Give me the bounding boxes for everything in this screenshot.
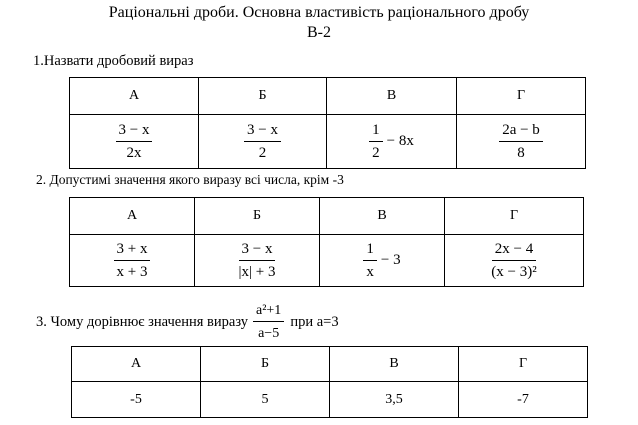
- denominator: 8: [517, 144, 525, 161]
- task-1-header-v: В: [327, 78, 457, 115]
- task-2-option-b: [195, 235, 320, 287]
- numerator: 3 − x: [239, 242, 276, 261]
- numerator: 1: [369, 123, 383, 142]
- task-3-question-suffix: при a=3: [290, 313, 339, 330]
- task-1-header-g: Г: [457, 78, 586, 115]
- task-1-question: 1.Назвати дробовий вираз: [33, 53, 194, 69]
- task-1-option-b: [199, 115, 327, 169]
- task-2-question: 2. Допустимі значення якого виразу всі числа, крім -3: [36, 172, 344, 187]
- task-3-table: [71, 346, 588, 418]
- numerator: 2a − b: [499, 123, 543, 142]
- task-3-header-v: В: [330, 347, 459, 382]
- expression-tail: − 8x: [386, 133, 414, 149]
- task-3-fraction: [253, 303, 284, 341]
- task-1-header-a: А: [70, 78, 199, 115]
- denominator: 2x: [126, 144, 142, 161]
- denominator: x + 3: [116, 263, 148, 280]
- task-2-header-g: Г: [445, 198, 584, 235]
- task-3-header-a: А: [72, 347, 201, 382]
- numerator: 1: [363, 242, 377, 261]
- denominator: |x| + 3: [238, 263, 276, 280]
- task-2-option-v: [320, 235, 445, 287]
- task-2-option-a: [70, 235, 195, 287]
- task-2-table: [69, 197, 584, 287]
- numerator: 3 − x: [116, 123, 153, 142]
- task-2-header-a: А: [70, 198, 195, 235]
- task-3-header-b: Б: [201, 347, 330, 382]
- task-1-header-b: Б: [199, 78, 327, 115]
- task-1-option-a: [70, 115, 199, 169]
- denominator: 2: [372, 144, 380, 161]
- denominator: a−5: [258, 326, 280, 341]
- task-3-header-g: Г: [459, 347, 588, 382]
- task-3-question: [36, 303, 339, 341]
- expression-tail: − 3: [380, 252, 401, 268]
- numerator: 3 − x: [244, 123, 281, 142]
- task-3-answer-g: -7: [459, 382, 588, 418]
- task-3-answer-b: 5: [201, 382, 330, 418]
- variant-label: В-2: [307, 24, 331, 41]
- task-3-answer-a: -5: [72, 382, 201, 418]
- task-3-question-text: 3. Чому дорівнює значення виразу: [36, 313, 248, 330]
- page-title: Раціональні дроби. Основна властивість раціонального дробу: [108, 4, 530, 21]
- task-1-table: [69, 77, 586, 169]
- numerator: 3 + x: [114, 242, 151, 261]
- numerator: a²+1: [253, 303, 284, 322]
- numerator: 2x − 4: [492, 242, 536, 261]
- task-2-option-g: [445, 235, 584, 287]
- task-2-header-v: В: [320, 198, 445, 235]
- task-1-option-g: [457, 115, 586, 169]
- denominator: 2: [258, 144, 267, 161]
- task-3-answer-v: 3,5: [330, 382, 459, 418]
- denominator: x: [366, 263, 374, 280]
- task-2-header-b: Б: [195, 198, 320, 235]
- denominator: (x − 3)²: [491, 263, 537, 280]
- task-1-option-v: [327, 115, 457, 169]
